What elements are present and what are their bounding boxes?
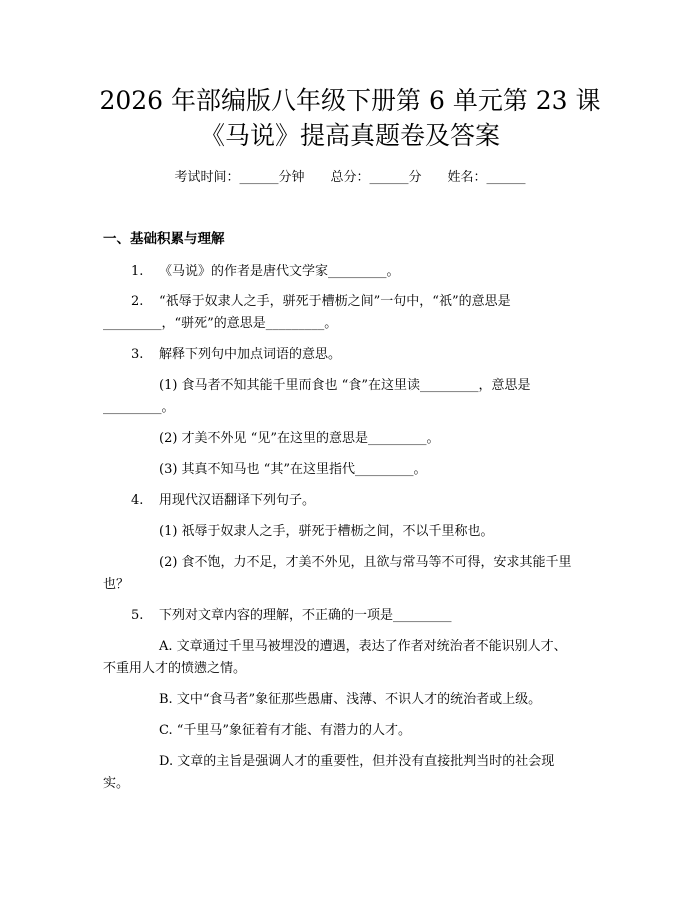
exam-meta [0, 168, 700, 188]
question-1-number: 1. [131, 264, 144, 279]
question-3-sub1-line1: (1) 食马者不知其能千里而食也 “食”在这里读_________，意思是 [159, 378, 531, 393]
question-5-text: 下列对文章内容的理解，不正确的一项是_________ [159, 608, 452, 623]
question-1-text: 《马说》的作者是唐代文学家_________。 [159, 264, 400, 279]
question-5-option-c: C. “千里马”象征着有才能、有潜力的人才。 [159, 723, 412, 738]
question-5-option-d-line2: 实。 [103, 776, 130, 791]
exam-time-field: 考试时间：______分钟 [174, 170, 305, 185]
question-3-sub1-line2: _________。 [103, 400, 175, 415]
exam-title-line1: 2026 年部编版八年级下册第 6 单元第 23 课 [99, 86, 601, 115]
question-5-option-a-line1: A. 文章通过千里马被埋没的遭遇，表达了作者对统治者不能识别人才、 [159, 639, 567, 654]
question-5-option-a-line2: 不重用人才的愤懑之情。 [103, 661, 247, 676]
section-heading: 一、基础积累与理解 [103, 231, 225, 247]
question-3-number: 3. [131, 347, 144, 362]
question-4-sub2-line2: 也？ [103, 577, 130, 592]
question-3-sub2: (2) 才美不外见 “见”在这里的意思是_________。 [159, 431, 440, 446]
question-4-text: 用现代汉语翻译下列句子。 [159, 493, 316, 508]
question-5-option-b: B. 文中“食马者”象征那些愚庸、浅薄、不识人才的统治者或上级。 [159, 692, 542, 707]
question-4-sub1: (1) 祇辱于奴隶人之手，骈死于槽枥之间，不以千里称也。 [159, 524, 494, 539]
exam-title-line2: 《马说》提高真题卷及答案 [199, 121, 500, 150]
question-2-text-line1: “祇辱于奴隶人之手，骈死于槽枥之间”一句中，“祇”的意思是 [159, 294, 511, 309]
exam-score-field: 总分：______分 [330, 170, 422, 185]
question-5-option-d-line1: D. 文章的主旨是强调人才的重要性，但并没有直接批判当时的社会现 [159, 754, 555, 769]
question-3-text: 解释下列句中加点词语的意思。 [159, 347, 342, 362]
question-4-sub2-line1: (2) 食不饱，力不足，才美不外见，且欲与常马等不可得，安求其能千里 [159, 555, 572, 570]
question-3-sub3: (3) 其真不知马也 “其”在这里指代_________。 [159, 462, 427, 477]
question-4-number: 4. [131, 493, 144, 508]
question-5-number: 5. [131, 608, 144, 623]
exam-name-field: 姓名：______ [447, 170, 526, 185]
question-2-number: 2. [131, 294, 144, 309]
question-2-text-line2: _________，“骈死”的意思是_________。 [103, 316, 338, 331]
